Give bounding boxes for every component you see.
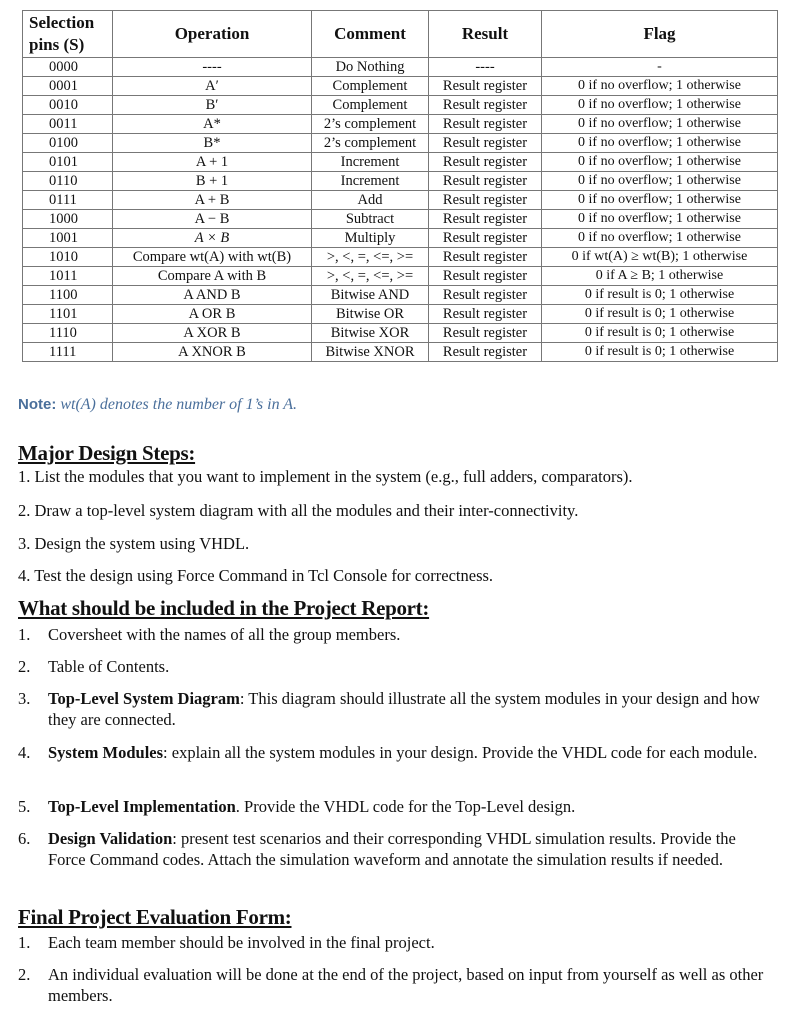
cell-selection-pins: 0000 <box>23 58 113 77</box>
cell-operation: A + 1 <box>113 153 312 172</box>
table-row <box>23 286 778 305</box>
report-item-text: : This diagram should illustrate all the system modules in your design and how they are connected. <box>48 689 760 729</box>
evaluation-item-text: An individual evaluation will be done at the end of the project, based on input from yourself as well as other members. <box>48 965 764 1005</box>
cell-flag: 0 if no overflow; 1 otherwise <box>542 191 778 210</box>
cell-operation: A − B <box>113 210 312 229</box>
evaluation-heading: Final Project Evaluation Form: <box>18 905 292 929</box>
design-step: 3. Design the system using VHDL. <box>18 534 250 553</box>
cell-selection-pins: 0001 <box>23 77 113 96</box>
cell-result: Result register <box>429 191 542 210</box>
cell-comment: 2’s complement <box>312 115 429 134</box>
cell-selection-pins: 0100 <box>23 134 113 153</box>
cell-selection-pins: 0110 <box>23 172 113 191</box>
cell-comment: Add <box>312 191 429 210</box>
cell-selection-pins: 1000 <box>23 210 113 229</box>
table-row <box>23 115 778 134</box>
header-flag: Flag <box>542 11 778 58</box>
cell-operation: A + B <box>113 191 312 210</box>
cell-comment: >, <, =, <=, >= <box>312 248 429 267</box>
cell-result: Result register <box>429 96 542 115</box>
cell-result: Result register <box>429 286 542 305</box>
evaluation-item-number: 1. <box>18 933 31 952</box>
table-row <box>23 134 778 153</box>
evaluation-item-number: 2. <box>18 965 31 984</box>
cell-result: Result register <box>429 77 542 96</box>
cell-flag: 0 if result is 0; 1 otherwise <box>542 343 778 362</box>
cell-result: Result register <box>429 229 542 248</box>
report-item-bold: System Modules <box>48 743 164 762</box>
table-row <box>23 229 778 248</box>
cell-selection-pins: 1010 <box>23 248 113 267</box>
report-item-text: : present test scenarios and their corresponding VHDL simulation results. Provide the Force Command codes. Attach the simulation waveform and annotate the simulation results if needed. <box>48 829 736 869</box>
cell-result: Result register <box>429 153 542 172</box>
report-item <box>18 828 773 870</box>
report-item-number: 3. <box>18 689 31 708</box>
cell-selection-pins: 0011 <box>23 115 113 134</box>
cell-comment: Multiply <box>312 229 429 248</box>
note <box>18 396 297 414</box>
header-operation: Operation <box>113 11 312 58</box>
cell-operation: A′ <box>113 77 312 96</box>
cell-selection-pins: 0101 <box>23 153 113 172</box>
evaluation-item <box>18 932 773 953</box>
cell-operation: B + 1 <box>113 172 312 191</box>
report-item-number: 2. <box>18 657 31 676</box>
report-item <box>18 656 773 677</box>
cell-selection-pins: 1011 <box>23 267 113 286</box>
cell-result: Result register <box>429 324 542 343</box>
cell-selection-pins: 1111 <box>23 343 113 362</box>
evaluation-item <box>18 964 773 1006</box>
header-comment: Comment <box>312 11 429 58</box>
cell-operation: A AND B <box>113 286 312 305</box>
table-row <box>23 210 778 229</box>
cell-comment: Bitwise OR <box>312 305 429 324</box>
cell-operation: Compare wt(A) with wt(B) <box>113 248 312 267</box>
cell-flag: 0 if result is 0; 1 otherwise <box>542 305 778 324</box>
cell-flag: 0 if no overflow; 1 otherwise <box>542 77 778 96</box>
cell-result: ---- <box>429 58 542 77</box>
cell-selection-pins: 1110 <box>23 324 113 343</box>
cell-operation: A × B <box>113 229 312 248</box>
design-steps-heading: Major Design Steps: <box>18 441 196 465</box>
cell-flag: 0 if A ≥ B; 1 otherwise <box>542 267 778 286</box>
note-label: Note: <box>18 396 57 413</box>
cell-comment: Complement <box>312 96 429 115</box>
table-row <box>23 343 778 362</box>
cell-comment: Increment <box>312 172 429 191</box>
report-item-text: Coversheet with the names of all the group members. <box>48 625 401 644</box>
alu-operations-table <box>22 10 778 362</box>
report-item-text: : explain all the system modules in your design. Provide the VHDL code for each module. <box>163 743 758 762</box>
report-item-number: 5. <box>18 797 31 816</box>
cell-flag: 0 if no overflow; 1 otherwise <box>542 134 778 153</box>
cell-operation: A XNOR B <box>113 343 312 362</box>
table-row <box>23 248 778 267</box>
project-report-heading: What should be included in the Project Report: <box>18 596 430 620</box>
note-text: wt(A) denotes the number of 1’s in A. <box>60 396 298 413</box>
report-item-bold: Top-Level System Diagram <box>48 689 240 708</box>
report-item-number: 1. <box>18 625 31 644</box>
cell-operation: A OR B <box>113 305 312 324</box>
cell-comment: Complement <box>312 77 429 96</box>
design-step: 2. Draw a top-level system diagram with all the modules and their inter-connectivity. <box>18 501 579 520</box>
report-item <box>18 688 773 730</box>
cell-operation: B* <box>113 134 312 153</box>
report-item-number: 6. <box>18 829 31 848</box>
report-item <box>18 742 773 763</box>
cell-flag: 0 if no overflow; 1 otherwise <box>542 229 778 248</box>
cell-flag: 0 if result is 0; 1 otherwise <box>542 324 778 343</box>
table-row <box>23 191 778 210</box>
table-row <box>23 305 778 324</box>
table-row <box>23 77 778 96</box>
evaluation-item-text: Each team member should be involved in the final project. <box>48 933 435 952</box>
cell-result: Result register <box>429 210 542 229</box>
cell-result: Result register <box>429 305 542 324</box>
report-item-bold: Design Validation <box>48 829 173 848</box>
table-row <box>23 267 778 286</box>
table-row <box>23 172 778 191</box>
header-result: Result <box>429 11 542 58</box>
design-step: 4. Test the design using Force Command in Tcl Console for correctness. <box>18 566 494 585</box>
cell-selection-pins: 1100 <box>23 286 113 305</box>
cell-comment: >, <, =, <=, >= <box>312 267 429 286</box>
cell-flag: 0 if no overflow; 1 otherwise <box>542 172 778 191</box>
cell-comment: Bitwise XOR <box>312 324 429 343</box>
cell-operation: B′ <box>113 96 312 115</box>
cell-operation: A XOR B <box>113 324 312 343</box>
report-item <box>18 624 773 645</box>
cell-comment: Subtract <box>312 210 429 229</box>
cell-result: Result register <box>429 267 542 286</box>
cell-result: Result register <box>429 134 542 153</box>
cell-comment: Bitwise AND <box>312 286 429 305</box>
header-selection-pins: Selection pins (S) <box>23 11 113 58</box>
cell-flag: 0 if no overflow; 1 otherwise <box>542 115 778 134</box>
cell-flag: 0 if wt(A) ≥ wt(B); 1 otherwise <box>542 248 778 267</box>
report-item-text: Table of Contents. <box>48 657 170 676</box>
cell-operation: ---- <box>113 58 312 77</box>
cell-flag: - <box>542 58 778 77</box>
report-item-bold: Top-Level Implementation <box>48 797 236 816</box>
cell-operation: Compare A with B <box>113 267 312 286</box>
cell-result: Result register <box>429 343 542 362</box>
cell-selection-pins: 1101 <box>23 305 113 324</box>
cell-flag: 0 if no overflow; 1 otherwise <box>542 210 778 229</box>
table-body <box>23 58 778 362</box>
cell-comment: Bitwise XNOR <box>312 343 429 362</box>
table-row <box>23 153 778 172</box>
cell-flag: 0 if no overflow; 1 otherwise <box>542 96 778 115</box>
cell-selection-pins: 0010 <box>23 96 113 115</box>
cell-selection-pins: 1001 <box>23 229 113 248</box>
table-row <box>23 96 778 115</box>
cell-result: Result register <box>429 248 542 267</box>
cell-comment: Do Nothing <box>312 58 429 77</box>
design-step: 1. List the modules that you want to implement in the system (e.g., full adders, comparators). <box>18 467 633 486</box>
report-item <box>18 796 773 817</box>
cell-operation: A* <box>113 115 312 134</box>
table-row <box>23 324 778 343</box>
cell-result: Result register <box>429 172 542 191</box>
cell-selection-pins: 0111 <box>23 191 113 210</box>
report-item-number: 4. <box>18 743 31 762</box>
cell-comment: 2’s complement <box>312 134 429 153</box>
report-item-text: . Provide the VHDL code for the Top-Level design. <box>235 797 576 816</box>
cell-flag: 0 if no overflow; 1 otherwise <box>542 153 778 172</box>
table-header-row <box>23 11 778 58</box>
cell-flag: 0 if result is 0; 1 otherwise <box>542 286 778 305</box>
cell-comment: Increment <box>312 153 429 172</box>
table-row <box>23 58 778 77</box>
cell-result: Result register <box>429 115 542 134</box>
